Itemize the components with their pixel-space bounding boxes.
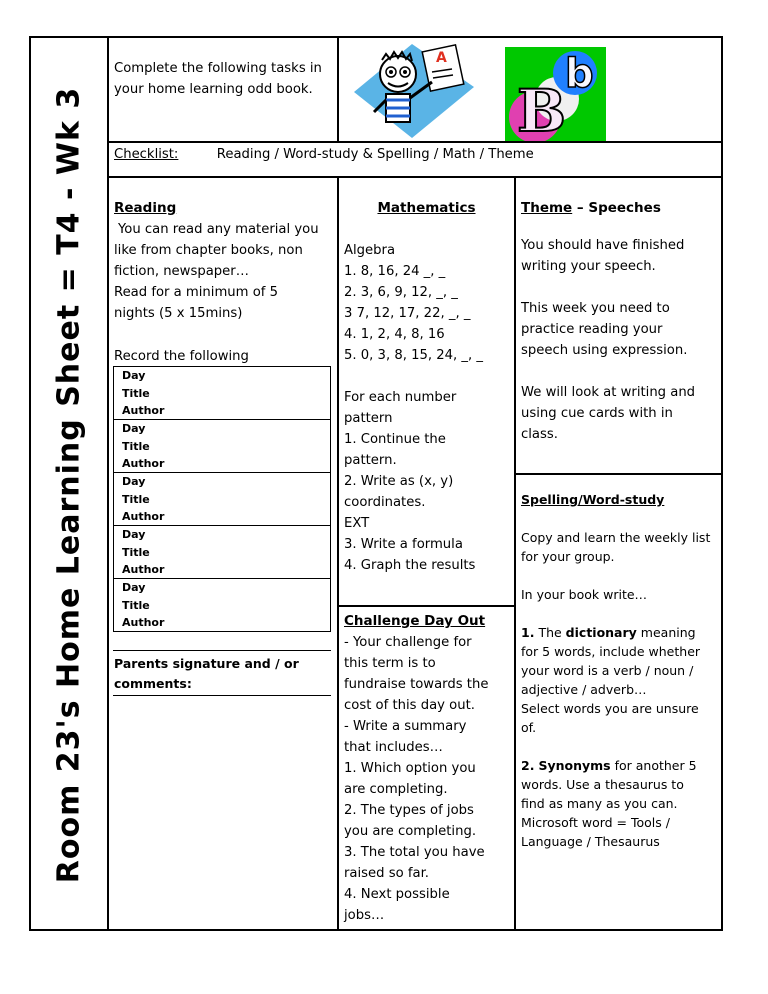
spelling-section — [521, 490, 717, 851]
frame-bottom — [29, 929, 723, 931]
checklist-label: Checklist: — [114, 147, 179, 162]
spelling-line: adjective / adverb… — [521, 682, 647, 697]
theme-line: speech using expression. — [521, 343, 688, 358]
spelling-line: Language / Thesaurus — [521, 834, 660, 849]
reading-heading: Reading — [114, 200, 177, 216]
challenge-line: this term is to — [344, 656, 436, 671]
record-label: Record the following — [114, 349, 249, 364]
spelling-heading: Spelling/Word-study — [521, 492, 665, 507]
challenge-line: - Your challenge for — [344, 635, 472, 650]
record-box-2 — [113, 419, 331, 473]
record-box-3 — [113, 472, 331, 526]
math-instruction: For each number — [344, 390, 457, 405]
reading-line: like from chapter books, non — [114, 243, 303, 258]
header-divider-vertical — [337, 36, 339, 142]
theme-line: using cue cards with in — [521, 406, 673, 421]
challenge-line: 4. Next possible — [344, 887, 450, 902]
challenge-line: fundraise towards the — [344, 677, 489, 692]
pattern-item: 1. 8, 16, 24 _, _ — [344, 264, 446, 279]
record-day: Day — [122, 422, 146, 435]
record-title: Title — [122, 598, 150, 612]
svg-text:B: B — [517, 77, 567, 141]
math-heading: Mathematics — [377, 200, 476, 216]
record-day: Day — [122, 369, 146, 382]
challenge-line: jobs… — [344, 908, 385, 923]
spelling-line: for 5 words, include whether — [521, 644, 701, 659]
theme-line: practice reading your — [521, 322, 663, 337]
checklist-items: Reading / Word-study & Spelling / Math / Theme — [216, 147, 534, 162]
record-day: Day — [122, 475, 146, 488]
side-title-text: Room 23's Home Learning Sheet = T4 - Wk 3 — [51, 86, 87, 884]
challenge-line: you are completing. — [344, 824, 477, 839]
reading-section — [114, 198, 334, 324]
parents-top-line — [113, 650, 331, 651]
challenge-heading: Challenge Day Out — [344, 613, 486, 629]
algebra-label: Algebra — [344, 243, 396, 258]
parents-bottom-line — [113, 695, 331, 696]
challenge-line: cost of this day out. — [344, 698, 475, 713]
frame-right — [721, 36, 723, 931]
reading-line: fiction, newspaper… — [114, 264, 249, 279]
pattern-item: 5. 0, 3, 8, 15, 24, _, _ — [344, 348, 483, 363]
record-day: Day — [122, 528, 146, 541]
checklist-row — [114, 144, 714, 165]
record-author: Author — [122, 510, 165, 523]
spelling-line: of. — [521, 720, 537, 735]
math-instruction: EXT — [344, 516, 370, 531]
spelling-line: Microsoft word = Tools / — [521, 815, 670, 830]
record-author: Author — [122, 616, 165, 629]
spelling-line: your word is a verb / noun / — [521, 663, 694, 678]
math-instruction: 2. Write as (x, y) — [344, 474, 454, 489]
record-author: Author — [122, 404, 165, 417]
spelling-line: In your book write… — [521, 587, 648, 602]
svg-text:A: A — [436, 50, 447, 66]
spelling-line: find as many as you can. — [521, 796, 678, 811]
spelling-item-2: 2. Synonyms for another 5 — [521, 758, 697, 773]
record-day: Day — [122, 581, 146, 594]
frame-top — [29, 36, 723, 38]
intro-text: Complete the following tasks in your home learning odd book. — [114, 61, 322, 97]
spelling-line: Select words you are unsure — [521, 701, 699, 716]
theme-line: This week you need to — [521, 301, 670, 316]
checklist-row-line — [107, 176, 723, 178]
challenge-line: 3. The total you have — [344, 845, 485, 860]
challenge-line: 2. The types of jobs — [344, 803, 474, 818]
spelling-line: words. Use a thesaurus to — [521, 777, 684, 792]
record-title: Title — [122, 545, 150, 559]
spelling-item-1: 1. The dictionary meaning — [521, 625, 696, 640]
record-title: Title — [122, 492, 150, 506]
cartoon-boy-image — [352, 42, 476, 140]
theme-line: We will look at writing and — [521, 385, 696, 400]
side-title — [30, 40, 108, 930]
challenge-line: are completing. — [344, 782, 448, 797]
pattern-item: 2. 3, 6, 9, 12, _, _ — [344, 285, 458, 300]
col-divider-2 — [514, 176, 516, 931]
svg-text:b: b — [565, 51, 594, 97]
reading-line: You can read any material you — [118, 222, 319, 237]
record-box-5 — [113, 578, 331, 632]
spelling-line: Copy and learn the weekly list — [521, 530, 711, 545]
math-instruction: 1. Continue the — [344, 432, 446, 447]
theme-line: writing your speech. — [521, 259, 656, 274]
challenge-line: raised so far. — [344, 866, 429, 881]
challenge-line: - Write a summary — [344, 719, 467, 734]
record-title: Title — [122, 386, 150, 400]
math-section — [344, 240, 512, 576]
theme-section — [521, 198, 717, 445]
reading-line: nights (5 x 15mins) — [114, 306, 243, 321]
pattern-item: 3 7, 12, 17, 22, _, _ — [344, 306, 471, 321]
header-row-line — [107, 141, 723, 143]
record-box-4 — [113, 525, 331, 579]
record-author: Author — [122, 563, 165, 576]
theme-spelling-divider — [514, 473, 723, 475]
math-instruction: coordinates. — [344, 495, 426, 510]
math-instruction: pattern. — [344, 453, 397, 468]
challenge-line: 1. Which option you — [344, 761, 476, 776]
math-instruction: 4. Graph the results — [344, 558, 476, 573]
challenge-section — [344, 611, 512, 926]
spelling-line: for your group. — [521, 549, 615, 564]
pattern-item: 4. 1, 2, 4, 8, 16 — [344, 327, 445, 342]
theme-line: You should have finished — [521, 238, 685, 253]
record-box-1 — [113, 366, 331, 420]
parents-signature: Parents signature and / or comments: — [114, 656, 299, 691]
theme-heading: Theme – Speeches — [521, 200, 661, 216]
reading-line: Read for a minimum of 5 — [114, 285, 278, 300]
col-divider-1 — [337, 176, 339, 931]
challenge-line: that includes… — [344, 740, 443, 755]
math-instruction: pattern — [344, 411, 393, 426]
record-title: Title — [122, 439, 150, 453]
record-author: Author — [122, 457, 165, 470]
math-instruction: 3. Write a formula — [344, 537, 463, 552]
letters-bb-image — [505, 47, 606, 141]
math-challenge-divider — [337, 605, 515, 607]
theme-line: class. — [521, 427, 558, 442]
